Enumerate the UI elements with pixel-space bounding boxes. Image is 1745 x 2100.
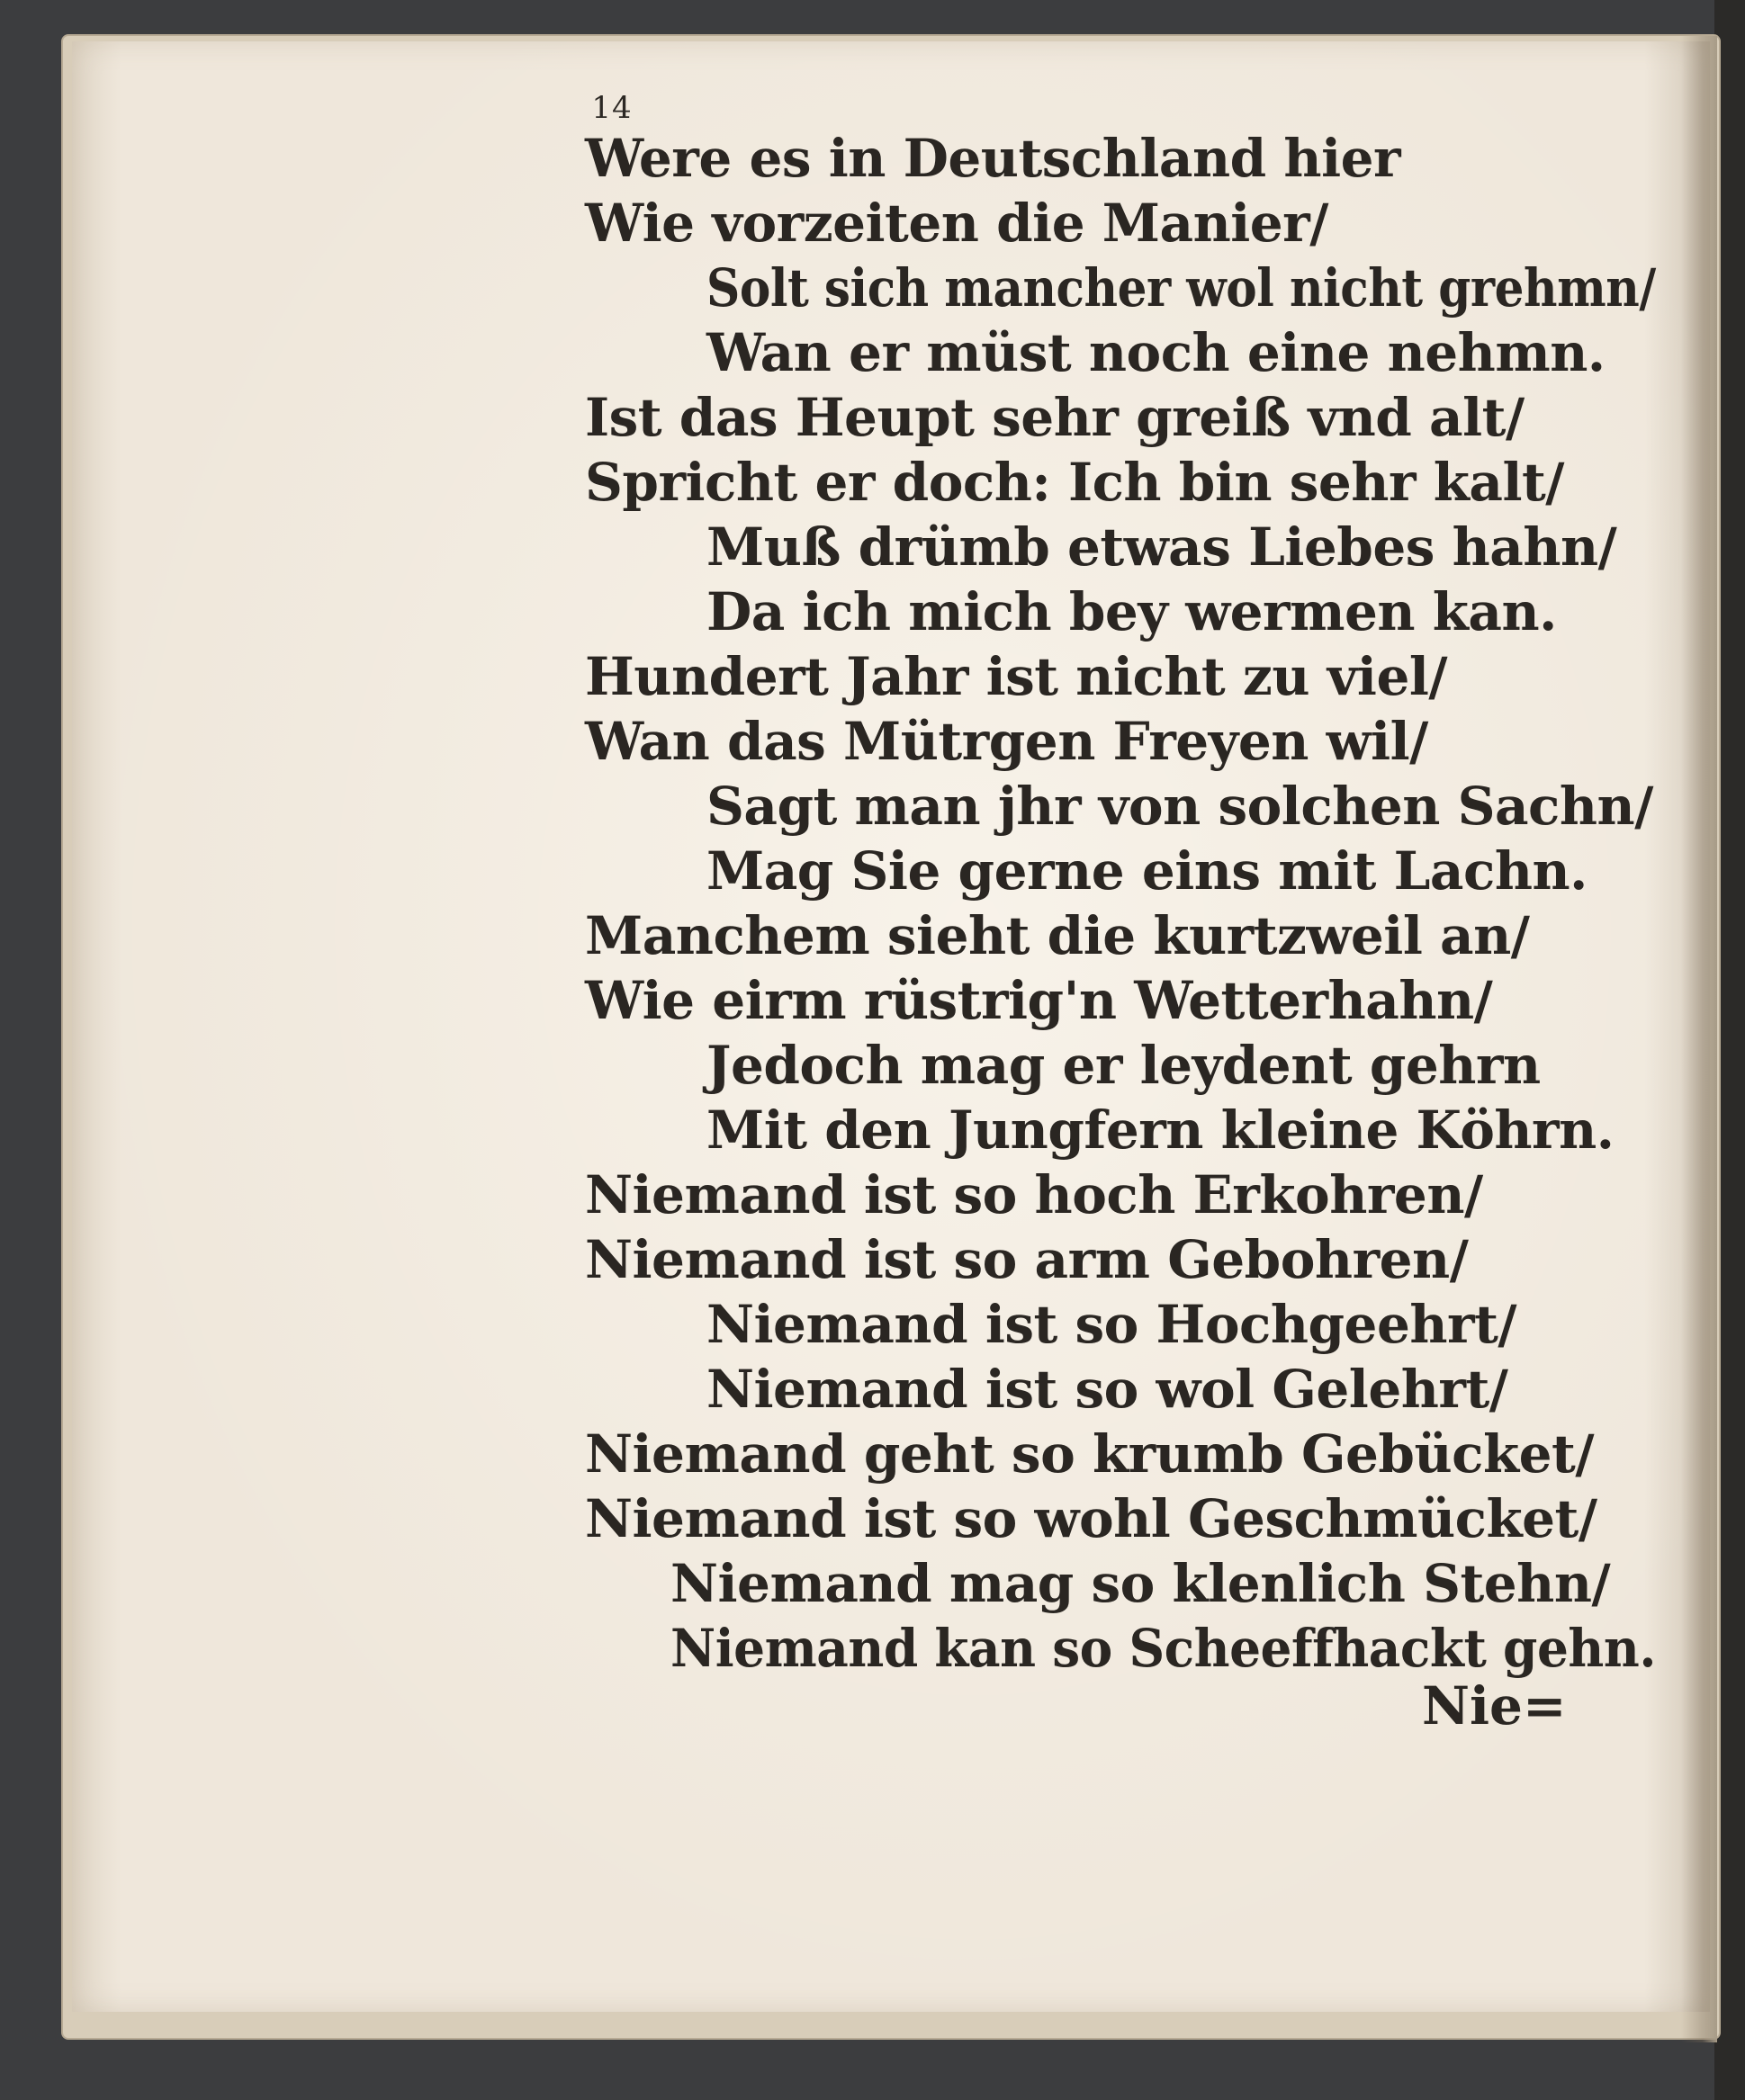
- poem-line: Niemand ist so wol Gelehrt/: [706, 1359, 1508, 1420]
- poem-line: Wan er müst noch eine nehmn.: [706, 322, 1606, 383]
- page-gutter-shadow: [1681, 36, 1717, 2042]
- poem-line: Were es in Deutschland hier: [585, 128, 1401, 189]
- poem-line: Hundert Jahr ist nicht zu viel/: [585, 646, 1448, 707]
- poem-line: Muß drümb etwas Liebes hahn/: [706, 516, 1617, 578]
- poem-line: Wie vorzeiten die Manier/: [585, 193, 1328, 254]
- book-spine-shadow: [1714, 0, 1745, 2100]
- poem-line: Da ich mich bey wermen kan.: [706, 581, 1557, 642]
- poem-line: Niemand kan so Scheeffhackt gehn.: [670, 1618, 1656, 1679]
- poem-line: Mag Sie gerne eins mit Lachn.: [706, 840, 1588, 902]
- poem-line: Niemand ist so hoch Erkohren/: [585, 1164, 1483, 1225]
- poem-line: Niemand geht so krumb Gebücket/: [585, 1423, 1595, 1485]
- poem-line: Wan das Mütrgen Freyen wil/: [585, 711, 1428, 772]
- poem-line: Spricht er doch: Ich bin sehr kalt/: [585, 452, 1564, 513]
- poem-line: Ist das Heupt sehr greiß vnd alt/: [585, 387, 1525, 448]
- page-number: 14: [591, 90, 633, 126]
- poem-line: Niemand mag so klenlich Stehn/: [670, 1553, 1611, 1614]
- poem-line: Sagt man jhr von solchen Sachn/: [706, 776, 1653, 837]
- poem-line: Niemand ist so Hochgeehrt/: [706, 1294, 1517, 1355]
- poem-line: Solt sich mancher wol nicht grehmn/: [706, 257, 1656, 319]
- catchword: Nie=: [1422, 1675, 1567, 1737]
- poem-line: Manchem sieht die kurtzweil an/: [585, 905, 1530, 966]
- poem-line: Mit den Jungfern kleine Köhrn.: [706, 1099, 1615, 1161]
- poem-line: Niemand ist so wohl Geschmücket/: [585, 1488, 1597, 1549]
- poem-line: Wie eirm rüstrig'n Wetterhahn/: [585, 970, 1493, 1031]
- poem-line: Niemand ist so arm Gebohren/: [585, 1229, 1469, 1290]
- poem-line: Jedoch mag er leydent gehrn: [706, 1035, 1541, 1096]
